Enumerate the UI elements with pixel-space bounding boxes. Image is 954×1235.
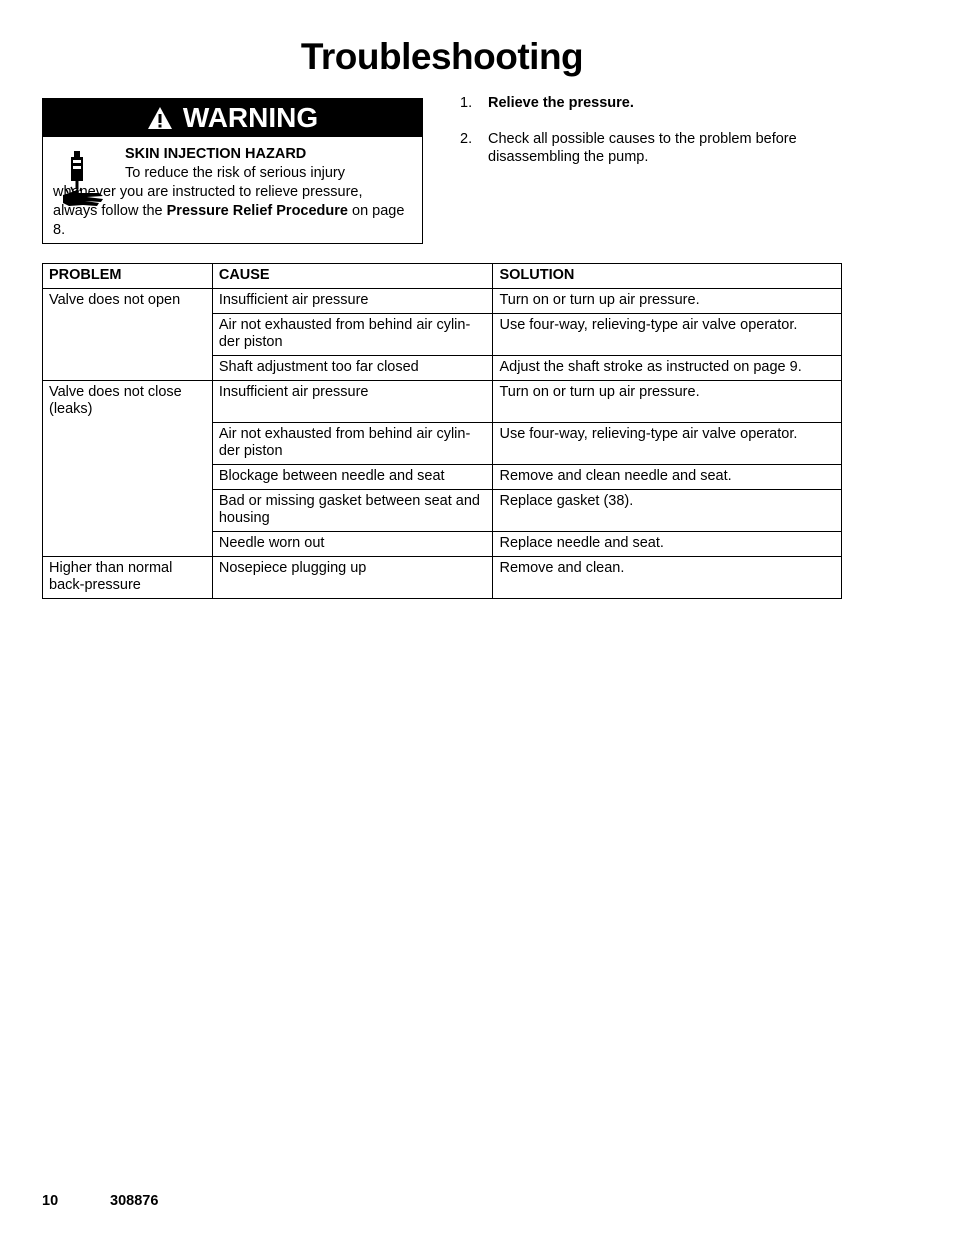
solution-cell: Turn on or turn up air pressure.	[493, 289, 842, 314]
warning-triangle-icon	[147, 106, 173, 130]
table-row	[43, 557, 842, 599]
cause-cell: Needle worn out	[212, 532, 493, 557]
step-item	[460, 94, 840, 112]
solution-cell: Remove and clean.	[493, 557, 842, 599]
problem-cell: Higher than normal back-pressure	[43, 557, 213, 599]
solution-cell: Replace gasket (38).	[493, 490, 842, 532]
warning-title: SKIN INJECTION HAZARD	[125, 146, 307, 162]
step-number: 2.	[460, 131, 473, 147]
table-row	[43, 289, 842, 314]
column-header: CAUSE	[212, 264, 493, 289]
step-number: 1.	[460, 95, 473, 111]
cause-cell: Nosepiece plugging up	[212, 557, 493, 599]
warning-box	[42, 98, 423, 244]
problem-cell: Valve does not close (leaks)	[43, 381, 213, 557]
troubleshooting-table	[42, 263, 842, 599]
problem-cell: Valve does not open	[43, 289, 213, 381]
table-header-row	[43, 264, 842, 289]
warning-body	[53, 165, 404, 238]
warning-body-start: To reduce the risk of serious injury whenever you are instructed to relieve pressure, always follow the	[53, 165, 363, 219]
cause-cell: Air not exhausted from behind air cylin-der piston	[212, 314, 493, 356]
cause-cell: Blockage between needle and seat	[212, 465, 493, 490]
cause-cell: Air not exhausted from behind air cylin-der piston	[212, 423, 493, 465]
solution-cell: Remove and clean needle and seat.	[493, 465, 842, 490]
solution-cell: Use four-way, relieving-type air valve operator.	[493, 314, 842, 356]
warning-header	[43, 99, 422, 137]
solution-cell: Turn on or turn up air pressure.	[493, 381, 842, 423]
column-header: PROBLEM	[43, 264, 213, 289]
cause-cell: Bad or missing gasket between seat and housing	[212, 490, 493, 532]
page-footer	[42, 1193, 158, 1209]
procedure-steps	[460, 94, 840, 184]
pressure-relief-reference: Pressure Relief Procedure	[166, 203, 348, 219]
table-row	[43, 381, 842, 423]
cause-cell: Insufficient air pressure	[212, 289, 493, 314]
warning-body-end: on page 8.	[53, 203, 405, 238]
cause-cell: Shaft adjustment too far closed	[212, 356, 493, 381]
step-item	[460, 130, 840, 166]
column-header: SOLUTION	[493, 264, 842, 289]
step-text: Relieve the pressure.	[488, 95, 634, 111]
page-title: Troubleshooting	[300, 36, 584, 77]
cause-cell: Insufficient air pressure	[212, 381, 493, 423]
step-text: Check all possible causes to the problem before disassembling the pump.	[488, 131, 797, 165]
page-number: 10	[42, 1193, 59, 1209]
document-number: 308876	[110, 1193, 159, 1209]
warning-label: WARNING	[182, 102, 319, 133]
solution-cell: Use four-way, relieving-type air valve operator.	[493, 423, 842, 465]
solution-cell: Adjust the shaft stroke as instructed on page 9.	[493, 356, 842, 381]
warning-text	[53, 145, 405, 240]
solution-cell: Replace needle and seat.	[493, 532, 842, 557]
